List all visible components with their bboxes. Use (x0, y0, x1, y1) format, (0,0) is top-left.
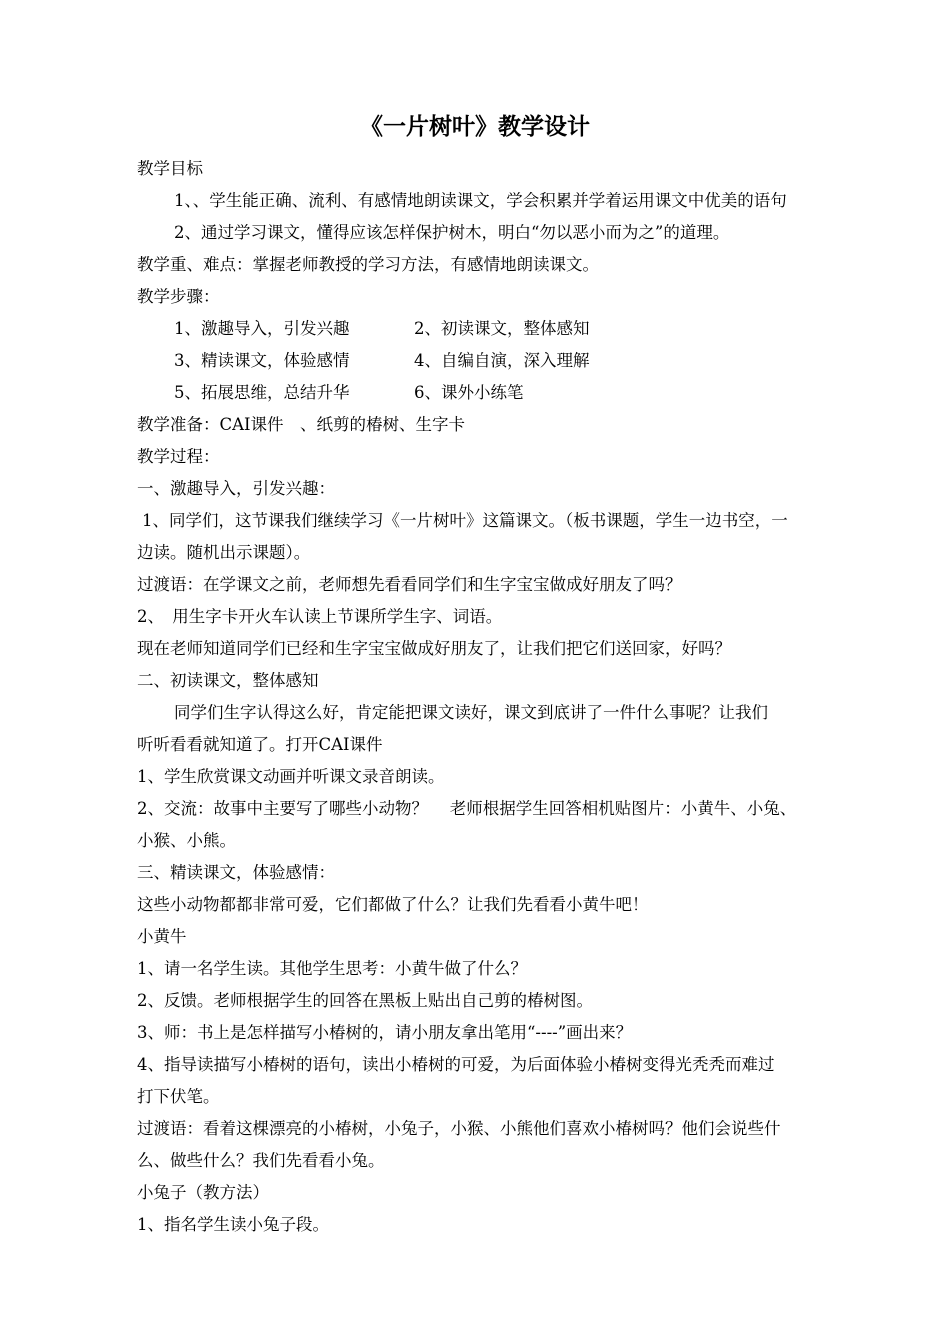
section-heading: 教学步骤： (137, 287, 220, 306)
paragraph: 这些小动物都都非常可爱，它们都做了什么？让我们先看看小黄牛吧！ (137, 895, 649, 914)
paragraph: 1、同学们，这节课我们继续学习《一片树叶》这篇课文。（板书课题，学生一边书空，一 (142, 511, 788, 530)
document-title: 《一片树叶》教学设计 (360, 113, 590, 140)
sub-heading: 小兔子（教方法） (137, 1183, 269, 1202)
section-heading: 一、激趣导入，引发兴趣： (137, 479, 335, 498)
paragraph: 2、交流：故事中主要写了哪些小动物？ 老师根据学生回答相机贴图片：小黄牛、小兔、 (137, 799, 797, 818)
section-heading: 教学目标 (137, 159, 203, 178)
paragraph: 小猴、小熊。 (137, 831, 236, 850)
step-item: 3、精读课文，体验感情 (174, 351, 350, 370)
paragraph: 么、做些什么？我们先看看小兔。 (137, 1151, 385, 1170)
paragraph: 教学准备：CAI课件 、纸剪的椿树、生字卡 (137, 415, 466, 434)
section-heading: 三、精读课文，体验感情： (137, 863, 335, 882)
step-item: 5、拓展思维，总结升华 (174, 383, 350, 402)
paragraph: 1、请一名学生读。其他学生思考：小黄牛做了什么？ (137, 959, 527, 978)
step-item: 6、课外小练笔 (414, 383, 524, 402)
paragraph: 教学重、难点：掌握老师教授的学习方法，有感情地朗读课文。 (137, 255, 599, 274)
paragraph: 4、指导读描写小椿树的语句，读出小椿树的可爱，为后面体验小椿树变得光秃秃而难过 (137, 1055, 775, 1074)
section-heading: 教学过程： (137, 447, 220, 466)
paragraph: 同学们生字认得这么好，肯定能把课文读好，课文到底讲了一件什么事呢？让我们 (174, 703, 768, 722)
step-item: 2、初读课文，整体感知 (414, 319, 590, 338)
steps-row (137, 377, 867, 409)
steps-row (137, 313, 867, 345)
steps-row (137, 345, 867, 377)
paragraph: 2、 用生字卡开火车认读上节课所学生字、词语。 (137, 607, 503, 626)
paragraph: 2、反馈。老师根据学生的回答在黑板上贴出自己剪的椿树图。 (137, 991, 593, 1010)
paragraph: 过渡语：看着这棵漂亮的小椿树，小兔子，小猴、小熊他们喜欢小椿树吗？他们会说些什 (137, 1119, 781, 1138)
paragraph: 过渡语：在学课文之前，老师想先看看同学们和生字宝宝做成好朋友了吗？ (137, 575, 682, 594)
paragraph: 边读。随机出示课题）。 (137, 543, 311, 562)
step-item: 1、激趣导入，引发兴趣 (174, 319, 350, 338)
document-body (137, 153, 867, 1241)
paragraph: 打下伏笔。 (137, 1087, 220, 1106)
paragraph: 1、指名学生读小兔子段。 (137, 1215, 329, 1234)
sub-heading: 小黄牛 (137, 927, 187, 946)
paragraph: 听听看看就知道了。打开CAI课件 (137, 735, 383, 754)
paragraph: 1、、学生能正确、流利、有感情地朗读课文，学会积累并学着运用课文中优美的语句 (174, 191, 787, 210)
paragraph: 2、通过学习课文，懂得应该怎样保护树木，明白“勿以恶小而为之”的道理。 (174, 223, 730, 242)
paragraph: 1、学生欣赏课文动画并听课文录音朗读。 (137, 767, 445, 786)
paragraph: 现在老师知道同学们已经和生字宝宝做成好朋友了，让我们把它们送回家，好吗？ (137, 639, 731, 658)
section-heading: 二、初读课文，整体感知 (137, 671, 319, 690)
paragraph: 3、师：书上是怎样描写小椿树的，请小朋友拿出笔用“----”画出来？ (137, 1023, 633, 1042)
step-item: 4、自编自演，深入理解 (414, 351, 590, 370)
